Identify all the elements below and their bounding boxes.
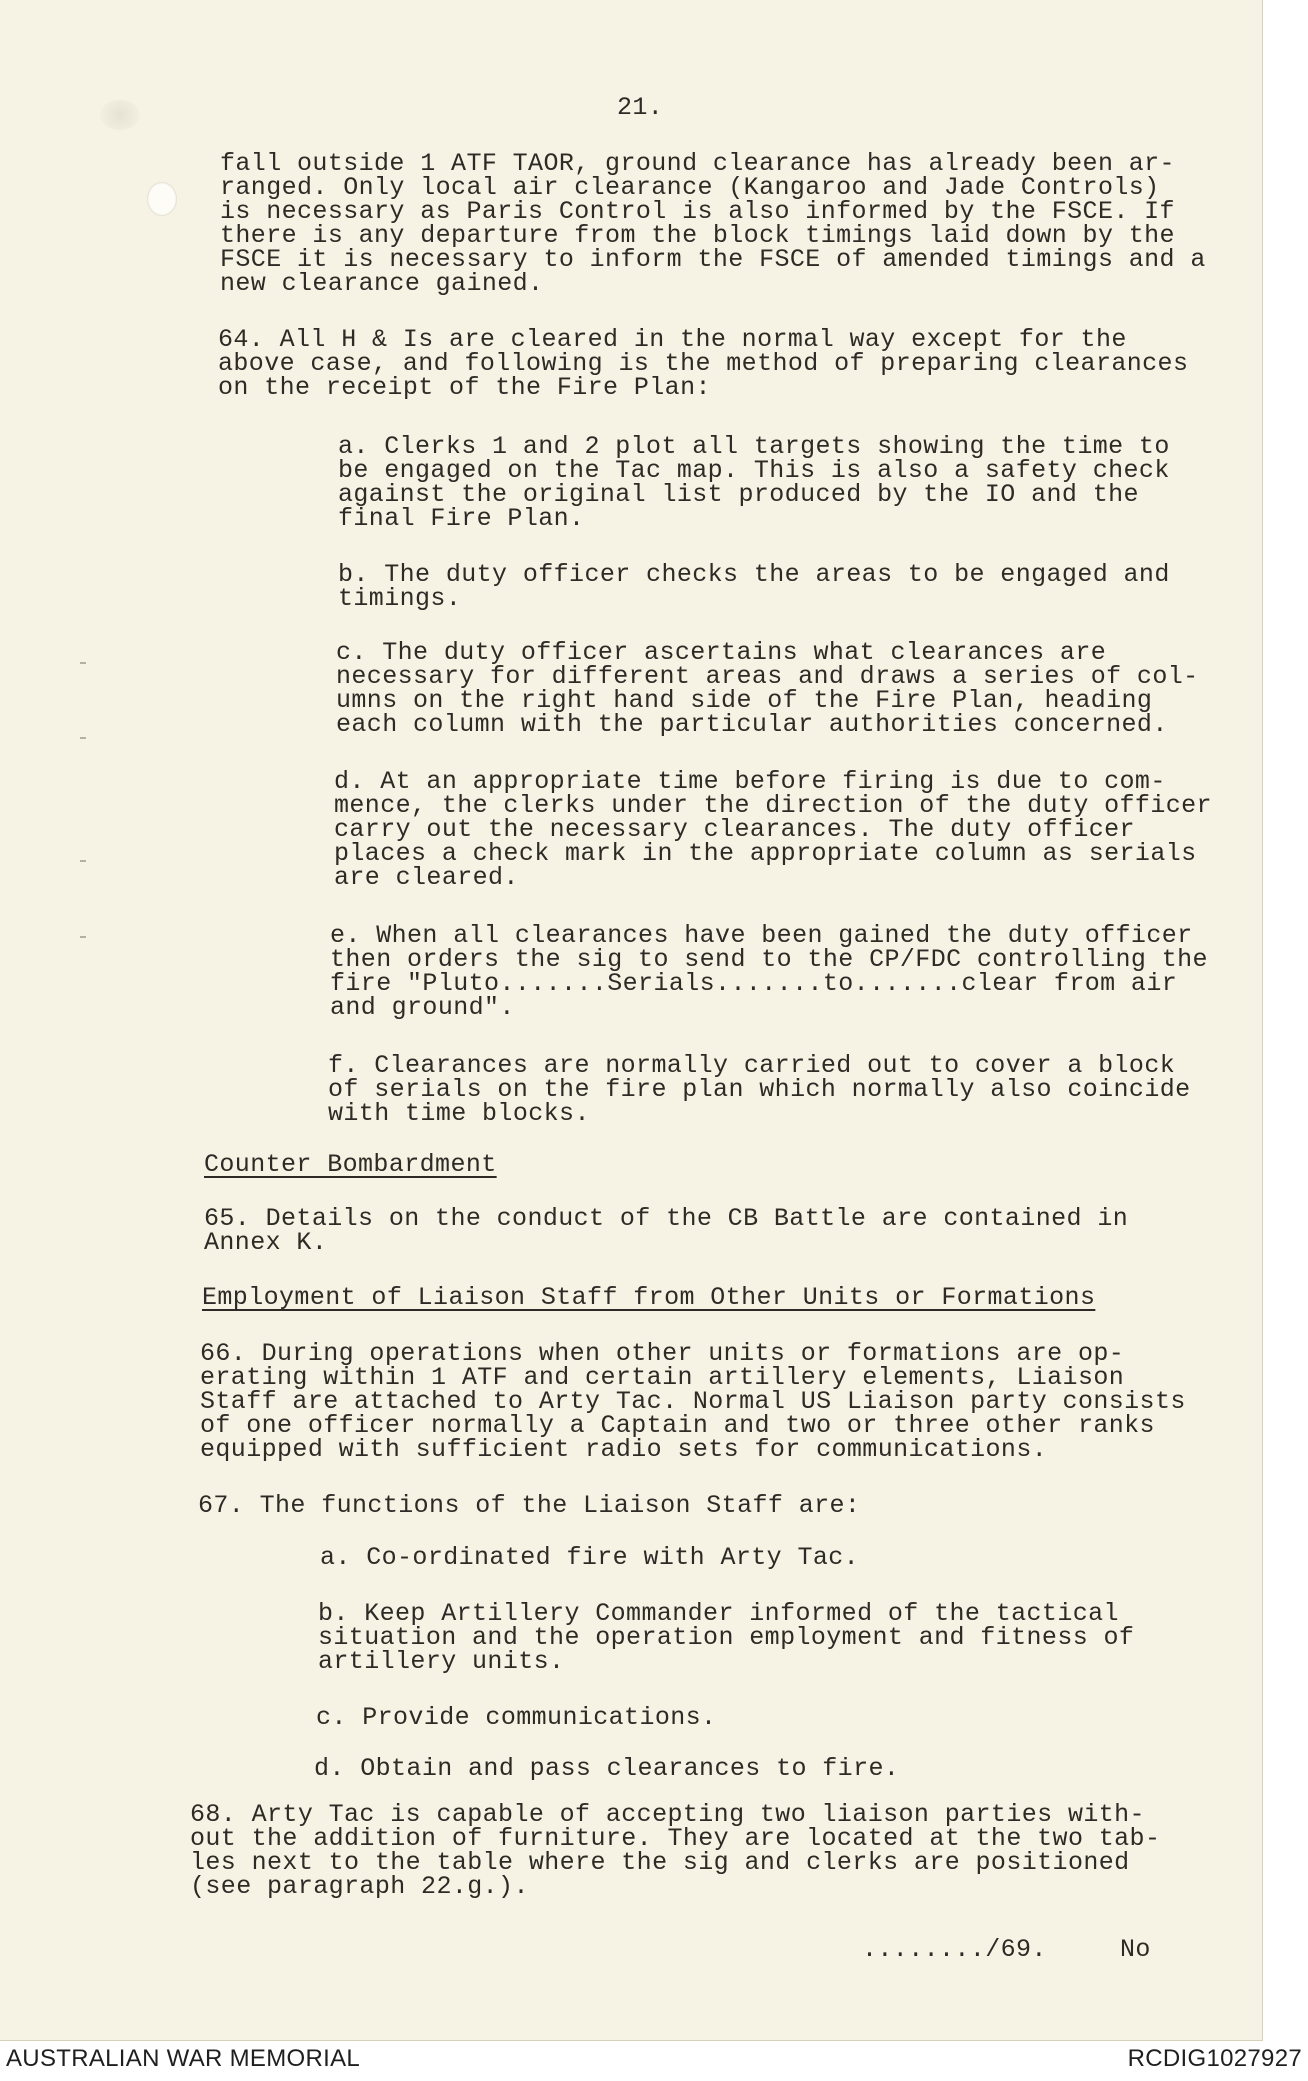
- margin-mark: [80, 860, 86, 862]
- subparagraph-67c: c. Provide communications.: [316, 1703, 717, 1732]
- subparagraph-e-line: then orders the sig to send to the CP/FDC controlling the: [330, 945, 1208, 974]
- subparagraph-a-line: final Fire Plan.: [338, 504, 585, 533]
- paragraph-64-line: above case, and following is the method of preparing clearances: [218, 349, 1189, 378]
- subparagraph-c-line: umns on the right hand side of the Fire Plan, heading: [336, 686, 1153, 715]
- subparagraph-c-line: c. The duty officer ascertains what clearances are: [336, 638, 1107, 667]
- section-heading-counter-bombardment: Counter Bombardment: [204, 1150, 497, 1179]
- paragraph-68-line: les next to the table where the sig and clerks are positioned: [190, 1848, 1130, 1877]
- text-line: new clearance gained.: [220, 269, 544, 298]
- footer-archive-name: AUSTRALIAN WAR MEMORIAL: [6, 2045, 361, 2072]
- paragraph-65-line: 65. Details on the conduct of the CB Battle are contained in: [204, 1204, 1129, 1233]
- subparagraph-d-line: places a check mark in the appropriate column as serials: [334, 839, 1197, 868]
- subparagraph-67b-line: artillery units.: [318, 1647, 565, 1676]
- paragraph-68-line: out the addition of furniture. They are located at the two tab-: [190, 1824, 1161, 1853]
- paragraph-67-line: 67. The functions of the Liaison Staff are:: [198, 1491, 861, 1520]
- paragraph-65-line: Annex K.: [204, 1228, 328, 1257]
- continuation-marker: ......../69.: [862, 1935, 1047, 1964]
- subparagraph-67b-line: situation and the operation employment and fitness of: [318, 1623, 1135, 1652]
- text-line: is necessary as Paris Control is also informed by the FSCE. If: [220, 197, 1175, 226]
- subparagraph-67d: d. Obtain and pass clearances to fire.: [314, 1754, 900, 1783]
- subparagraph-a-line: a. Clerks 1 and 2 plot all targets showing the time to: [338, 432, 1170, 461]
- paragraph-66-line: erating within 1 ATF and certain artillery elements, Liaison: [200, 1363, 1125, 1392]
- subparagraph-e-line: fire "Pluto.......Serials.......to.......clear from air: [330, 969, 1178, 998]
- subparagraph-67b-line: b. Keep Artillery Commander informed of the tactical: [318, 1599, 1119, 1628]
- subparagraph-d-line: carry out the necessary clearances. The duty officer: [334, 815, 1135, 844]
- subparagraph-c-line: each column with the particular authorities concerned.: [336, 710, 1168, 739]
- paragraph-68-line: 68. Arty Tac is capable of accepting two liaison parties with-: [190, 1800, 1145, 1829]
- paragraph-66-line: equipped with sufficient radio sets for communications.: [200, 1435, 1048, 1464]
- paragraph-66-line: of one officer normally a Captain and two or three other ranks: [200, 1411, 1155, 1440]
- margin-mark: [80, 662, 86, 664]
- paragraph-68-line: (see paragraph 22.g.).: [190, 1872, 529, 1901]
- footer-record-id: RCDIG1027927: [1127, 2045, 1302, 2072]
- subparagraph-d-line: d. At an appropriate time before firing is due to com-: [334, 767, 1166, 796]
- margin-mark: [80, 936, 86, 938]
- continuation-note: No: [1120, 1935, 1151, 1964]
- subparagraph-d-line: are cleared.: [334, 863, 519, 892]
- subparagraph-d-line: mence, the clerks under the direction of the duty officer: [334, 791, 1212, 820]
- margin-mark: [80, 737, 86, 739]
- subparagraph-f-line: with time blocks.: [328, 1099, 590, 1128]
- subparagraph-b-line: b. The duty officer checks the areas to be engaged and: [338, 560, 1170, 589]
- page-number: 21.: [617, 93, 664, 122]
- punch-hole: [147, 182, 177, 216]
- text-line: FSCE it is necessary to inform the FSCE of amended timings and a: [220, 245, 1206, 274]
- subparagraph-e-line: and ground".: [330, 993, 515, 1022]
- paragraph-64-line: 64. All H & Is are cleared in the normal way except for the: [218, 325, 1127, 354]
- paragraph-64-line: on the receipt of the Fire Plan:: [218, 373, 711, 402]
- subparagraph-67a: a. Co-ordinated fire with Arty Tac.: [320, 1543, 860, 1572]
- subparagraph-f-line: of serials on the fire plan which normally also coincide: [328, 1075, 1191, 1104]
- paragraph-66-line: 66. During operations when other units or formations are op-: [200, 1339, 1125, 1368]
- subparagraph-a-line: be engaged on the Tac map. This is also a safety check: [338, 456, 1170, 485]
- section-heading-liaison-staff: Employment of Liaison Staff from Other Units or Formations: [202, 1283, 1096, 1312]
- subparagraph-b-line: timings.: [338, 584, 462, 613]
- text-line: ranged. Only local air clearance (Kangaroo and Jade Controls): [220, 173, 1160, 202]
- subparagraph-c-line: necessary for different areas and draws a series of col-: [336, 662, 1199, 691]
- paragraph-66-line: Staff are attached to Arty Tac. Normal US Liaison party consists: [200, 1387, 1186, 1416]
- subparagraph-f-line: f. Clearances are normally carried out to cover a block: [328, 1051, 1176, 1080]
- subparagraph-e-line: e. When all clearances have been gained the duty officer: [330, 921, 1193, 950]
- subparagraph-a-line: against the original list produced by the IO and the: [338, 480, 1139, 509]
- text-line: there is any departure from the block timings laid down by the: [220, 221, 1175, 250]
- paper-stain: [100, 100, 140, 130]
- text-line: fall outside 1 ATF TAOR, ground clearance has already been ar-: [220, 149, 1175, 178]
